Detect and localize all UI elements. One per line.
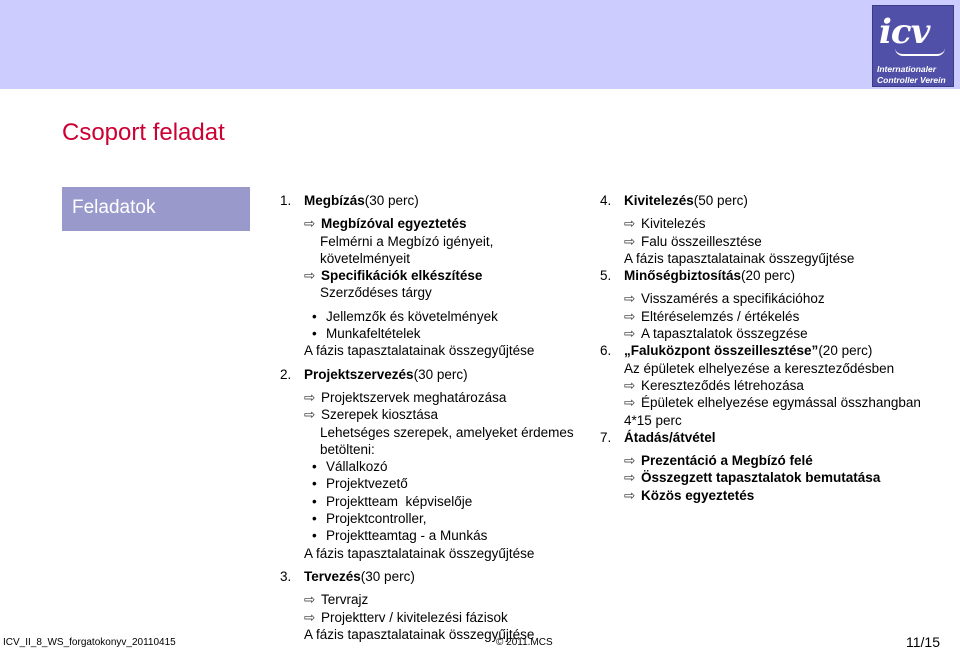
bullet-icon: •: [312, 308, 317, 324]
task-detail: Lehetséges szerepek, amelyeket érdemes: [320, 424, 574, 440]
task-item: [280, 267, 580, 284]
task-item: [600, 377, 945, 394]
sidebar-label: Feladatok: [72, 197, 156, 218]
bullet-icon: •: [312, 493, 317, 509]
section-number: 1.: [280, 193, 292, 208]
task-label: Összegzett tapasztalatok bemutatása: [641, 470, 881, 486]
section-title: Kivitelezés: [624, 193, 694, 208]
task-label: Megbízóval egyeztetés: [321, 216, 467, 232]
arrow-right-icon: ⇨: [304, 216, 316, 232]
logo-line2: Controller Verein: [877, 75, 946, 85]
task-label: Projektszervek meghatározása: [321, 389, 507, 405]
section-3-heading: [280, 568, 580, 585]
bullet-icon: •: [312, 326, 317, 342]
bullet-text: Projektcontroller,: [326, 511, 427, 527]
task-item: [600, 290, 945, 307]
task-label: A tapasztalatok összegzése: [641, 326, 808, 342]
section-time: (30 perc): [364, 193, 419, 208]
arrow-right-icon: ⇨: [304, 592, 316, 608]
bullet-item: [280, 493, 580, 510]
experience-line: A fázis tapasztalatainak összegyűjtése: [304, 626, 535, 642]
section-2-heading: [280, 366, 580, 383]
section-6-heading: [600, 342, 945, 359]
section-7-heading: [600, 429, 945, 446]
task-item: [600, 215, 945, 232]
bullet-icon: •: [312, 528, 317, 544]
arrow-right-icon: ⇨: [304, 407, 316, 423]
arrow-right-icon: ⇨: [624, 377, 636, 393]
bullet-text: Vállalkozó: [326, 459, 388, 475]
task-label: Visszamérés a specifikációhoz: [641, 291, 825, 307]
column-left: [280, 192, 580, 643]
arrow-right-icon: ⇨: [624, 216, 636, 232]
page-title: Csoport feladat: [62, 119, 225, 146]
icv-logo: [872, 5, 954, 87]
task-item: [600, 308, 945, 325]
task-detail: Felmérni a Megbízó igényeit,: [320, 233, 494, 249]
task-item: [280, 609, 580, 626]
task-detail: betölteni:: [320, 441, 375, 457]
arrow-right-icon: ⇨: [624, 487, 636, 503]
bullet-text: Munkafeltételek: [326, 326, 421, 342]
task-label: Eltéréselemzés / értékelés: [641, 308, 800, 324]
section-title: Minőségbiztosítás: [624, 268, 742, 284]
task-item: [600, 233, 945, 250]
bullet-text: Projektteam képviselője: [326, 493, 473, 509]
column-right: [600, 192, 945, 504]
task-label: Kereszteződés létrehozása: [641, 377, 804, 393]
section-number: 6.: [600, 343, 612, 359]
section-title: „Faluközpont összeillesztése”: [624, 343, 819, 359]
section-title: Átadás/átvétel: [624, 429, 716, 445]
task-item: [600, 469, 945, 486]
bullet-item: [280, 510, 580, 527]
section-number: 2.: [280, 366, 292, 382]
task-label: Prezentáció a Megbízó felé: [641, 453, 813, 469]
section-detail: 4*15 perc: [624, 412, 682, 428]
task-detail: követelményeit: [320, 250, 411, 266]
task-item: [600, 325, 945, 342]
section-time: (50 perc): [693, 193, 748, 208]
arrow-right-icon: ⇨: [304, 609, 316, 625]
arrow-right-icon: ⇨: [304, 268, 316, 284]
section-time: (30 perc): [413, 366, 468, 382]
arrow-right-icon: ⇨: [624, 233, 636, 249]
sidebar-box: [62, 187, 250, 231]
bullet-item: [280, 458, 580, 475]
task-label: Közös egyeztetés: [641, 487, 755, 503]
section-time: (20 perc): [741, 268, 796, 284]
arrow-right-icon: ⇨: [624, 453, 636, 469]
task-item: [600, 452, 945, 469]
task-label: Tervrajz: [321, 592, 369, 608]
section-number: 5.: [600, 268, 612, 284]
arrow-right-icon: ⇨: [624, 395, 636, 411]
bullet-item: [280, 325, 580, 342]
bullet-item: [280, 475, 580, 492]
experience-line: A fázis tapasztalatainak összegyűjtése: [304, 545, 535, 561]
section-1-heading: [280, 192, 580, 209]
task-item: [600, 394, 945, 411]
section-number: 3.: [280, 568, 292, 584]
bullet-item: [280, 527, 580, 544]
arrow-right-icon: ⇨: [624, 470, 636, 486]
section-5-heading: [600, 267, 945, 284]
bullet-item: [280, 308, 580, 325]
logo-line1: Internationaler: [877, 64, 937, 74]
task-detail: Szerződéses tárgy: [320, 285, 432, 301]
bullet-icon: •: [312, 511, 317, 527]
logo-swoosh: [895, 48, 945, 56]
bullet-text: Projektteamtag - a Munkás: [326, 528, 488, 544]
arrow-right-icon: ⇨: [624, 308, 636, 324]
arrow-right-icon: ⇨: [624, 291, 636, 307]
task-label: Projektterv / kivitelezési fázisok: [321, 609, 508, 625]
footer-copyright: © 2011.MCS: [496, 637, 553, 648]
task-label: Falu összeillesztése: [641, 233, 762, 249]
section-title: Projektszervezés: [304, 366, 414, 382]
arrow-right-icon: ⇨: [624, 326, 636, 342]
bullet-text: Projektvezető: [326, 476, 408, 492]
page-number: 11/15: [906, 634, 940, 650]
task-label: Specifikációk elkészítése: [321, 268, 483, 284]
task-label: Épületek elhelyezése egymással összhangban: [641, 395, 921, 411]
task-item: [280, 389, 580, 406]
experience-line: A fázis tapasztalatainak összegyűjtése: [624, 250, 855, 266]
experience-line: A fázis tapasztalatainak összegyűjtése: [304, 343, 535, 359]
bullet-text: Jellemzők és követelmények: [326, 308, 498, 324]
bullet-icon: •: [312, 459, 317, 475]
arrow-right-icon: ⇨: [304, 389, 316, 405]
task-item: [280, 591, 580, 608]
section-title: Megbízás: [304, 193, 365, 208]
section-detail: Az épületek elhelyezése a kereszteződésben: [624, 360, 895, 376]
task-item: [280, 215, 580, 232]
section-time: (30 perc): [360, 568, 415, 584]
task-item: [280, 406, 580, 423]
task-item: [600, 487, 945, 504]
bullet-icon: •: [312, 476, 317, 492]
section-number: 4.: [600, 193, 612, 208]
section-title: Tervezés: [304, 568, 361, 584]
section-4-heading: [600, 192, 945, 209]
task-label: Szerepek kiosztása: [321, 407, 439, 423]
section-time: (20 perc): [818, 343, 873, 359]
section-number: 7.: [600, 429, 612, 445]
footer-filename: ICV_II_8_WS_forgatokonyv_20110415: [3, 637, 176, 648]
logo-mark: icv: [879, 12, 930, 52]
header-band: [0, 0, 960, 89]
task-label: Kivitelezés: [641, 216, 706, 232]
